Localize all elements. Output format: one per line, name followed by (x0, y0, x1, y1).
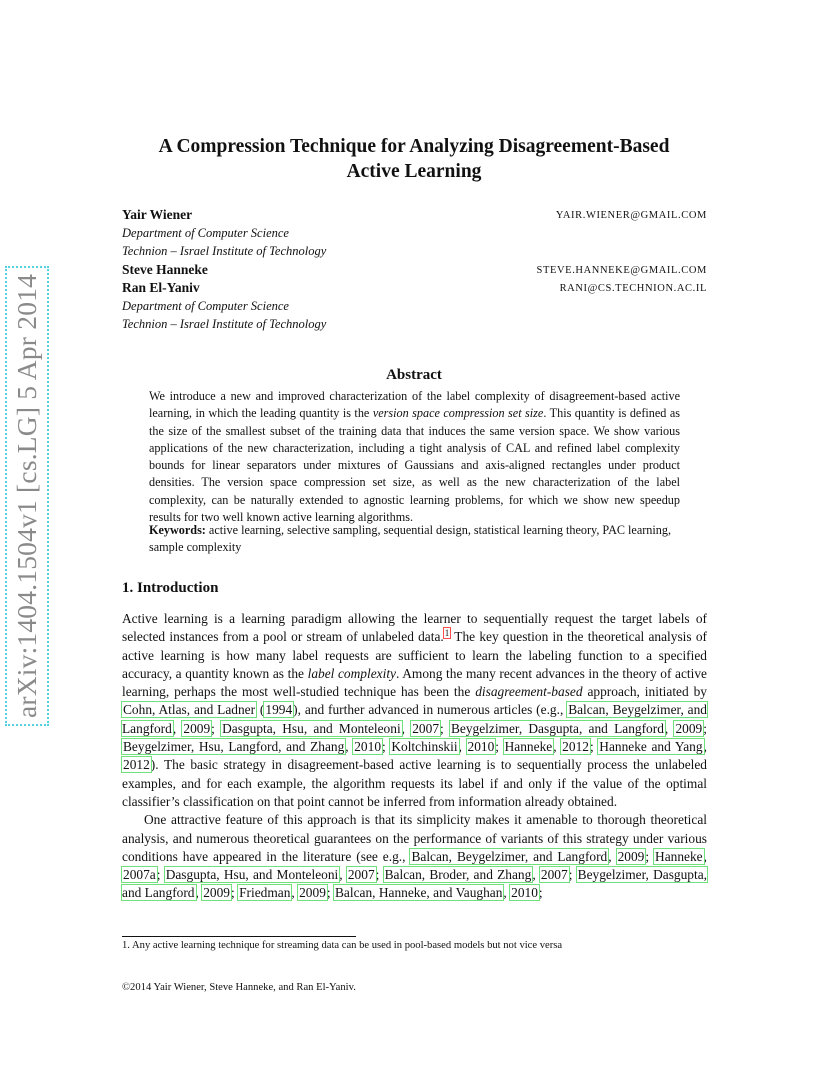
author-block (122, 206, 707, 334)
author-email-2: STEVE.HANNEKE@GMAIL.COM (536, 264, 707, 276)
keywords-text: active learning, selective sampling, sequential design, statistical learning theory, PAC learning, sample complexity (149, 523, 672, 555)
introduction-body (122, 610, 707, 903)
copyright-notice: ©2014 Yair Wiener, Steve Hanneke, and Ran El-Yaniv. (122, 982, 356, 993)
emphasis-disagreement-based: disagreement-based (475, 684, 583, 700)
text-run: , (703, 739, 707, 755)
citation-link[interactable]: Balcan, Hanneke, and Vaughan (334, 885, 503, 901)
abstract-heading: Abstract (386, 367, 442, 383)
text-run: , (458, 739, 467, 755)
text-run: One attractive feature of this approach is that its simplicity makes it amenable to thorough theoretical analysis, and numerous theoretical guarantees on the performance of variants of this strategy under various conditions have appeared in the literature (see e.g., (122, 812, 707, 864)
text-run: Active learning is a learning paradigm allowing the learner to sequentially request the target labels of selected instances from a pool or stream of unlabeled data. (122, 611, 707, 645)
text-run: The key question in the theoretical analysis of active learning is how many label requests are sufficient to learn the labeling function to a specified accuracy, a quantity known as the (122, 629, 707, 681)
citation-link[interactable]: 2007a (123, 867, 156, 883)
citation-link[interactable]: 2009 (183, 720, 211, 736)
text-run: ; (538, 885, 543, 901)
text-run: , (401, 720, 412, 736)
arxiv-side-stamp[interactable] (2, 268, 52, 723)
citation-link[interactable]: Dasgupta, Hsu, and Monteleoni (165, 867, 339, 883)
citation-link[interactable]: Beygelzimer, Hsu, Langford, and Zhang (123, 739, 345, 755)
citation-link[interactable]: Balcan, Beygelzimer, and Langford (411, 848, 608, 864)
citation-link[interactable]: 2009 (299, 885, 326, 901)
citation-link[interactable]: 2007 (540, 867, 568, 883)
citation-link[interactable]: Balcan, Beygelzimer, and Langford (122, 702, 707, 736)
text-run: approach, initiated by (582, 684, 707, 700)
text-run: ; (589, 739, 599, 755)
abstract-emphasis: version space compression set size (372, 406, 544, 421)
text-run: ; (382, 739, 391, 755)
citation-link[interactable]: Beygelzimer, Dasgupta, and Langford (450, 720, 664, 736)
text-run: ). The basic strategy in disagreement-based active learning is to sequentially process the unlabeled examples, and for each example, the algorithm requests its label if and only if the value of the optimal classifier’s classification on that point cannot be inferred from information already obtained. (122, 757, 707, 809)
text-run: , (532, 867, 540, 883)
affiliation-2-inst: Technion – Israel Institute of Technology (122, 317, 327, 332)
author-name-1: Yair Wiener (122, 207, 193, 223)
citation-link[interactable]: 2010 (354, 739, 382, 755)
citation-link[interactable]: 2010 (467, 739, 495, 755)
text-run: , (703, 848, 707, 864)
citation-link[interactable]: Dasgupta, Hsu, and Monteleoni (222, 720, 401, 736)
text-run: , (345, 739, 354, 755)
affiliation-2-dept: Department of Computer Science (122, 299, 289, 314)
text-run: ; (645, 848, 655, 864)
citation-link[interactable]: Friedman (239, 885, 291, 901)
footnote-divider (122, 936, 356, 937)
title-line-2: Active Learning (346, 161, 482, 182)
citation-link[interactable]: 2009 (675, 720, 703, 736)
keywords (149, 522, 680, 557)
citation-link[interactable]: Hanneke (655, 848, 703, 864)
text-run: ( (256, 702, 265, 718)
citation-link[interactable]: Hanneke (504, 739, 553, 755)
text-run: ; (231, 885, 239, 901)
citation-link[interactable]: 2012 (562, 739, 589, 755)
text-run: ; (211, 720, 222, 736)
arxiv-identifier[interactable]: arXiv:1404.1504v1 [cs.LG] 5 Apr 2014 (11, 273, 42, 718)
section-heading-introduction: 1. Introduction (122, 580, 219, 596)
abstract-part: We introduce a new and improved characterization of the label complexity of disagreement-based active learning, in which the leading quantity is the (149, 389, 680, 421)
text-run: . Among the many recent advances in the theory of active learning, perhaps the most well-studied technique has been the (122, 665, 708, 700)
affiliation-1-inst: Technion – Israel Institute of Technology (122, 244, 327, 259)
text-run: ; (375, 867, 384, 883)
text-run: , (553, 739, 562, 755)
text-run: ; (568, 867, 577, 883)
text-run: , (503, 885, 511, 901)
citation-link[interactable]: 2009 (617, 848, 645, 864)
text-run: , (195, 885, 203, 901)
footnote-link-1[interactable]: 1 (444, 627, 450, 638)
footnote-1: 1. Any active learning technique for streaming data can be used in pool-based models but not vice versa (122, 940, 563, 951)
author-name-2: Steve Hanneke (122, 262, 208, 278)
citation-link[interactable]: Balcan, Broder, and Zhang (384, 867, 532, 883)
author-email-3: RANI@CS.TECHNION.AC.IL (559, 282, 707, 294)
text-run: ; (156, 867, 165, 883)
citation-link[interactable]: Koltchinskii (391, 739, 458, 755)
text-run: , (664, 720, 675, 736)
abstract-text (149, 388, 680, 526)
emphasis-label-complexity: label complexity (307, 665, 396, 681)
citation-link[interactable]: Hanneke and Yang (599, 739, 703, 755)
citation-link[interactable]: 2012 (123, 757, 150, 773)
text-run: , (608, 848, 617, 864)
paper-title (120, 134, 708, 184)
text-run: , (291, 885, 299, 901)
author-email-1: YAIR.WIENER@GMAIL.COM (555, 209, 707, 221)
affiliation-1-dept: Department of Computer Science (122, 225, 289, 240)
citation-link[interactable]: Cohn, Atlas, and Ladner (123, 702, 256, 718)
citation-link[interactable]: 2007 (412, 720, 440, 736)
text-run: , (339, 867, 347, 883)
abstract-part: . This quantity is defined as the size of the smallest subset of the training data that induces the same version space. We show various applications of the new characterization, including a tight analysis of CAL and refined label complexity bounds for linear separators under mixtures of Gaussians and axis-aligned rectangles under product densities. The version space compression set size, as well as the new characterization of the label complexity, can be naturally extended to agnostic learning problems, for which we show new speedup results for two well known active learning algorithms. (149, 406, 681, 525)
keywords-label: Keywords: (149, 523, 206, 537)
citation-link[interactable]: Beygelzimer, Dasgupta, and Langford (122, 867, 708, 901)
text-run: ; (326, 885, 334, 901)
text-run: ; (440, 720, 450, 736)
text-run: ), and further advanced in numerous articles (e.g., (293, 702, 568, 718)
text-run: ; (495, 739, 504, 755)
text-run: ; (703, 720, 707, 736)
citation-link[interactable]: 1994 (265, 702, 293, 718)
intro-paragraph-2 (122, 811, 707, 902)
author-name-3: Ran El-Yaniv (122, 280, 200, 296)
title-line-1: A Compression Technique for Analyzing Disagreement-Based (158, 136, 670, 157)
citation-link[interactable]: 2007 (347, 867, 375, 883)
citation-link[interactable]: 2009 (203, 885, 230, 901)
intro-paragraph-1 (122, 610, 707, 811)
citation-link[interactable]: 2010 (511, 885, 538, 901)
text-run: , (172, 720, 183, 736)
